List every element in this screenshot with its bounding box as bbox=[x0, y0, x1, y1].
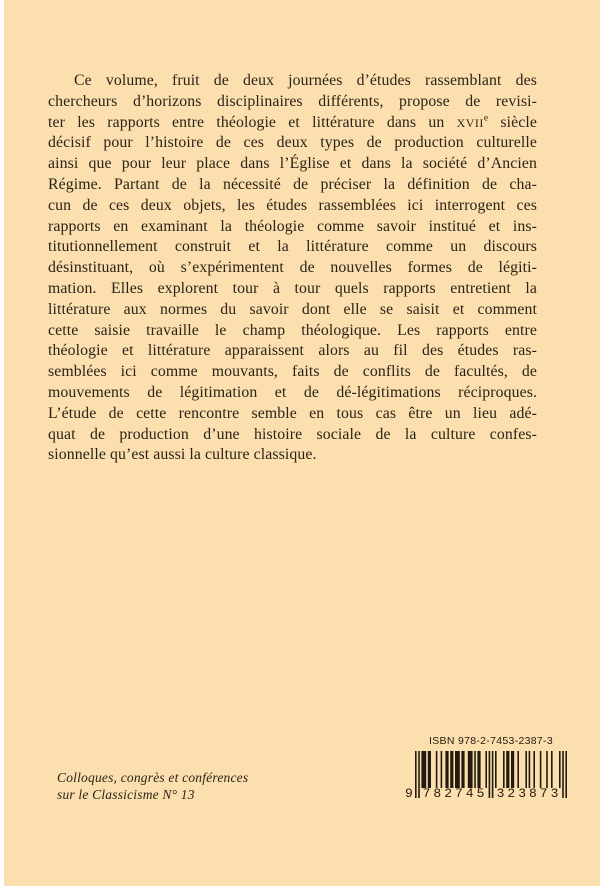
blurb-line: mation. Elles explorent tour à tour quels rapports entretient la bbox=[48, 279, 537, 297]
series-imprint bbox=[57, 770, 248, 803]
series-line-1: Colloques, congrès et conférences bbox=[57, 770, 249, 785]
blurb-line: ainsi que pour leur place dans l’Église et dans la société d’Ancien bbox=[48, 155, 537, 173]
isbn-barcode bbox=[405, 735, 571, 805]
blurb-line: rapports en examinant la théologie comme savoir institué et ins- bbox=[48, 217, 537, 235]
blurb-paragraph bbox=[48, 71, 537, 466]
page-edge-left bbox=[0, 0, 4, 889]
blurb-line: L’étude de cette rencontre semble en tous cas être un lieu adé- bbox=[48, 404, 537, 422]
blurb-line: décisif pour l’histoire de ces deux types de production culturelle bbox=[48, 134, 537, 152]
blurb-line: cette saisie travaille le champ théologique. Les rapports entre bbox=[48, 321, 537, 339]
blurb-line: mouvements de légitimation et de dé-légitimations réciproques. bbox=[48, 383, 537, 401]
isbn-label: ISBN 978-2-7453-2387-3 bbox=[429, 735, 553, 747]
blurb-line: Ce volume, fruit de deux journées d’études rassemblant des bbox=[74, 72, 537, 89]
blurb-line: désinstituant, où s’expérimentent de nouvelles formes de légiti- bbox=[48, 259, 537, 277]
blurb-line: titutionnellement construit et la littérature comme un discours bbox=[48, 238, 537, 256]
small-caps-numeral: XVII bbox=[456, 115, 484, 130]
blurb-line: Régime. Partant de la nécessité de préciser la définition de cha- bbox=[48, 175, 537, 193]
blurb-line: littérature aux normes du savoir dont elle se saisit et comment bbox=[48, 300, 537, 318]
barcode-digit-leading: 9 bbox=[405, 786, 413, 801]
series-line-2: sur le Classicisme N° 13 bbox=[57, 786, 195, 802]
blurb-line: ter les rapports entre théologie et littérature dans un XVIIe siècle bbox=[48, 113, 537, 131]
barcode-digit-group-right: 323873 bbox=[496, 786, 562, 801]
blurb-line: sionnelle qu’est aussi la culture classique. bbox=[48, 446, 317, 464]
superscript-letter: e bbox=[483, 113, 489, 124]
blurb-line: semblées ici comme mouvants, faits de conflits de facultés, de bbox=[48, 363, 537, 381]
blurb-line: théologie et littérature apparaissent alors au fil des études ras- bbox=[48, 342, 537, 360]
blurb-line: chercheurs d’horizons disciplinaires différents, propose de revisi- bbox=[48, 92, 537, 110]
blurb-line: quat de production d’une histoire sociale de la culture confes- bbox=[48, 425, 537, 443]
barcode-digit-group-left: 782745 bbox=[422, 786, 488, 801]
blurb-line: cun de ces deux objets, les études rassemblées ici interrogent ces bbox=[48, 196, 537, 214]
